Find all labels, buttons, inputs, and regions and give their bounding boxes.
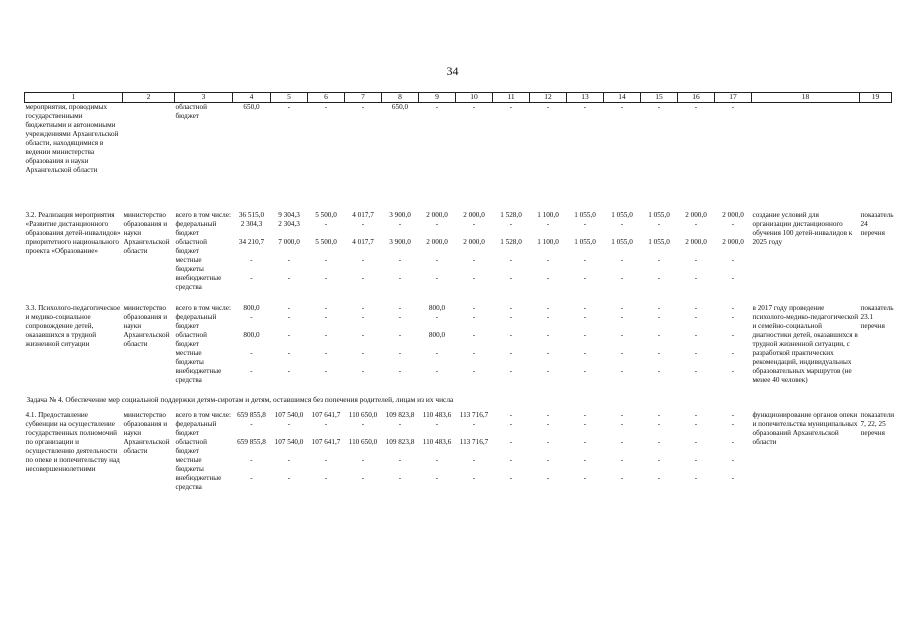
value-cell: -: [435, 474, 439, 482]
value-cell: -: [361, 367, 365, 375]
value-cell: -: [324, 474, 328, 482]
value-cell: 2 000,0: [722, 238, 744, 246]
col-header: 11: [493, 93, 530, 103]
col-header: 15: [641, 93, 678, 103]
value-cell: 107 641,7: [311, 411, 341, 419]
value-cell: -: [583, 313, 587, 321]
value-cell: -: [509, 220, 513, 228]
value-cell: -: [361, 456, 365, 464]
value-cell: -: [509, 456, 513, 464]
value-cell: -: [657, 274, 661, 282]
value-cell: -: [472, 474, 476, 482]
value-cell: -: [435, 220, 439, 228]
value-cell: -: [657, 349, 661, 357]
indicator: [860, 103, 892, 212]
col-header: 14: [604, 93, 641, 103]
value-cell: -: [509, 367, 513, 375]
value-cell: -: [694, 474, 698, 482]
col-header: 8: [382, 93, 419, 103]
executor: [123, 103, 175, 212]
value-cell: -: [694, 304, 698, 312]
value-cell: -: [731, 420, 735, 428]
value-cell: -: [509, 411, 513, 419]
value-cell: 1 055,0: [648, 211, 670, 219]
value-cell: -: [398, 274, 402, 282]
value-cell: -: [583, 456, 587, 464]
funding-source: всего в том числе:: [175, 211, 231, 219]
value-cell: -: [583, 349, 587, 357]
value-cell: -: [287, 304, 291, 312]
value-cell: -: [583, 367, 587, 375]
value-cell: 2 000,0: [685, 238, 707, 246]
value-cell: -: [324, 304, 328, 312]
value-cell: -: [620, 220, 624, 228]
value-cell: 113 716,7: [459, 438, 489, 446]
expected-result: создание условий для организации дистанционного обучения 100 детей-инвалидов к 2025 году: [752, 211, 853, 246]
value-cell: -: [435, 456, 439, 464]
value-cell: -: [398, 220, 402, 228]
funding-source: федеральный бюджет: [175, 420, 217, 437]
value-cell: 110 483,6: [422, 438, 452, 446]
value-cell: -: [731, 438, 735, 446]
value-cell: -: [657, 367, 661, 375]
executor: министерство образования и науки Архангельской области: [123, 211, 170, 255]
value-cell: -: [731, 103, 735, 111]
value-cell: -: [324, 456, 328, 464]
value-cell: -: [398, 331, 402, 339]
value-cell: 113 716,7: [459, 411, 489, 419]
value-cell: -: [250, 420, 253, 428]
value-cell: -: [694, 456, 698, 464]
value-cell: 650,0: [243, 103, 260, 111]
col-header: 9: [419, 93, 456, 103]
measure-name: 4.1. Предоставление субвенции на осуществление государственных полномочий по организации и осуществлению деятельности по опеке и попечительству над несовершеннолетними: [25, 411, 120, 473]
value-cell: -: [361, 220, 365, 228]
value-cell: -: [657, 474, 661, 482]
value-cell: -: [509, 304, 513, 312]
value-cell: 659 855,8: [237, 438, 266, 446]
value-cell: -: [694, 220, 698, 228]
value-cell: -: [361, 274, 365, 282]
value-cell: 3 900,0: [389, 211, 411, 219]
value-cell: 1 100,0: [537, 211, 559, 219]
task-heading: Задача № 4. Обеспечение мер социальной поддержки детям-сиротам и детям, оставшимся без попечения родителей, лицам из их числа: [26, 394, 454, 404]
indicator: показатели 7, 22, 25 перечня: [860, 411, 895, 437]
value-cell: -: [620, 474, 624, 482]
value-cell: -: [620, 349, 624, 357]
executor: министерство образования и науки Архангельской области: [123, 411, 170, 455]
expected-result: функционирование органов опеки и попечительства муниципальных образований Архангельской области: [752, 411, 858, 446]
value-cell: -: [694, 349, 698, 357]
value-cell: -: [435, 367, 439, 375]
funding-source: областной бюджет: [175, 331, 207, 348]
value-cell: 36 515,0: [238, 211, 265, 219]
value-cell: -: [472, 313, 476, 321]
value-cell: -: [472, 256, 476, 264]
value-cell: 107 641,7: [311, 438, 341, 446]
col-header: 2: [123, 93, 175, 103]
col-header: 10: [456, 93, 493, 103]
value-cell: -: [731, 456, 735, 464]
funding-source: внебюджетные средства: [175, 474, 222, 491]
value-cell: -: [546, 304, 550, 312]
value-cell: -: [583, 256, 587, 264]
value-cell: 800,0: [243, 304, 260, 312]
value-cell: -: [694, 331, 698, 339]
indicator: показатель 24 перечня: [860, 211, 894, 237]
value-cell: -: [583, 103, 587, 111]
value-cell: -: [620, 367, 624, 375]
value-cell: -: [324, 331, 328, 339]
value-cell: -: [509, 349, 513, 357]
value-cell: -: [398, 256, 402, 264]
funding-source: федеральный бюджет: [175, 220, 217, 237]
funding-source: всего в том числе:: [175, 411, 231, 419]
value-cell: -: [472, 456, 476, 464]
value-cell: -: [509, 474, 513, 482]
value-cell: -: [472, 367, 476, 375]
value-cell: 659 855,8: [237, 411, 266, 419]
value-cell: -: [583, 331, 587, 339]
value-cell: 109 823,8: [385, 438, 415, 446]
value-cell: -: [398, 456, 402, 464]
value-cell: 109 823,8: [385, 411, 415, 419]
value-cell: -: [657, 411, 661, 419]
value-cell: -: [620, 103, 624, 111]
value-cell: -: [509, 438, 513, 446]
value-cell: -: [324, 313, 328, 321]
value-cell: -: [694, 313, 698, 321]
value-cell: 110 650,0: [348, 411, 378, 419]
value-cell: -: [583, 274, 587, 282]
value-cell: 3 900,0: [389, 238, 411, 246]
header-row: [25, 93, 892, 103]
funding-source: областной бюджет: [175, 438, 207, 455]
indicator: показатель 23.1 перечня: [860, 304, 894, 330]
program-table: [24, 92, 895, 492]
value-cell: -: [324, 420, 328, 428]
table-row: [25, 304, 892, 313]
value-cell: -: [694, 256, 698, 264]
value-cell: -: [620, 256, 624, 264]
col-header: 19: [860, 93, 892, 103]
value-cell: -: [657, 220, 661, 228]
value-cell: -: [472, 220, 476, 228]
value-cell: -: [250, 367, 253, 375]
value-cell: 9 304,3: [278, 211, 300, 219]
value-cell: -: [694, 103, 698, 111]
value-cell: 2 000,0: [426, 211, 448, 219]
value-cell: -: [472, 304, 476, 312]
value-cell: -: [694, 274, 698, 282]
value-cell: -: [324, 274, 328, 282]
col-header: 7: [345, 93, 382, 103]
value-cell: -: [398, 420, 402, 428]
table-row: [25, 411, 892, 420]
col-header: 18: [752, 93, 860, 103]
value-cell: -: [546, 256, 550, 264]
value-cell: -: [361, 313, 365, 321]
value-cell: -: [657, 256, 661, 264]
page-number: 34: [446, 64, 459, 78]
value-cell: 2 304,3: [240, 220, 263, 228]
value-cell: -: [435, 420, 439, 428]
value-cell: 107 540,0: [274, 411, 304, 419]
value-cell: -: [546, 411, 550, 419]
value-cell: 2 000,0: [426, 238, 448, 246]
value-cell: -: [509, 274, 513, 282]
value-cell: 110 483,6: [422, 411, 452, 419]
value-cell: -: [287, 420, 291, 428]
value-cell: -: [731, 220, 735, 228]
expected-result: в 2017 году проведение психолого-медико-педагогической и семейно-социальной диагностики детей, оказавшихся в трудной жизненной ситуации, с разработкой практических рекомендаций, индивидуальных образовательных маршрутов (не менее 40 человек): [752, 304, 859, 384]
value-cell: -: [361, 349, 365, 357]
value-cell: -: [361, 331, 365, 339]
value-cell: 7 000,0: [278, 238, 300, 246]
value-cell: -: [620, 438, 624, 446]
value-cell: 4 017,7: [352, 238, 374, 246]
value-cell: -: [620, 304, 624, 312]
task-heading-row: [25, 385, 892, 411]
value-cell: 1 055,0: [574, 211, 596, 219]
value-cell: 800,0: [428, 304, 446, 312]
value-cell: -: [361, 304, 365, 312]
value-cell: -: [546, 313, 550, 321]
value-cell: -: [657, 456, 661, 464]
value-cell: -: [546, 331, 550, 339]
value-cell: -: [620, 411, 624, 419]
value-cell: 107 540,0: [274, 438, 304, 446]
value-cell: 800,0: [428, 331, 446, 339]
col-header: 3: [175, 93, 233, 103]
value-cell: -: [620, 331, 624, 339]
value-cell: -: [657, 331, 661, 339]
value-cell: 34 210,7: [238, 238, 265, 246]
value-cell: -: [287, 349, 291, 357]
value-cell: 2 000,0: [685, 211, 707, 219]
value-cell: -: [250, 474, 253, 482]
table-row: [25, 211, 892, 220]
value-cell: -: [435, 256, 439, 264]
value-cell: -: [509, 420, 513, 428]
value-cell: 5 500,0: [315, 238, 337, 246]
value-cell: -: [287, 256, 291, 264]
value-cell: -: [731, 331, 735, 339]
value-cell: -: [546, 103, 550, 111]
funding-source: федеральный бюджет: [175, 313, 217, 330]
spacer-row: [25, 292, 892, 304]
value-cell: -: [361, 256, 365, 264]
value-cell: -: [435, 349, 439, 357]
value-cell: -: [361, 420, 365, 428]
value-cell: -: [583, 411, 587, 419]
value-cell: 4 017,7: [352, 211, 374, 219]
value-cell: -: [657, 420, 661, 428]
funding-source: местные бюджеты: [175, 456, 204, 473]
value-cell: -: [287, 331, 291, 339]
value-cell: 2 304,3: [278, 220, 300, 228]
value-cell: -: [472, 274, 476, 282]
value-cell: -: [731, 367, 735, 375]
value-cell: -: [435, 313, 439, 321]
value-cell: 1 100,0: [537, 238, 559, 246]
value-cell: 2 000,0: [463, 238, 485, 246]
value-cell: -: [509, 313, 513, 321]
value-cell: -: [250, 349, 253, 357]
value-cell: -: [435, 103, 439, 111]
funding-source: местные бюджеты: [175, 256, 204, 273]
value-cell: -: [250, 313, 253, 321]
value-cell: -: [731, 274, 735, 282]
col-header: 5: [271, 93, 308, 103]
value-cell: -: [509, 331, 513, 339]
value-cell: -: [620, 420, 624, 428]
value-cell: 1 055,0: [574, 238, 596, 246]
value-cell: -: [324, 367, 328, 375]
value-cell: 2 000,0: [463, 211, 485, 219]
value-cell: 1 528,0: [500, 211, 522, 219]
value-cell: -: [472, 349, 476, 357]
value-cell: 110 650,0: [348, 438, 378, 446]
value-cell: -: [620, 313, 624, 321]
measure-name: 3.2. Реализация мероприятия «Развитие дистанционного образования детей-инвалидов» приоритетного национального проекта «Образование»: [25, 211, 121, 255]
value-cell: -: [731, 304, 735, 312]
value-cell: -: [546, 474, 550, 482]
value-cell: -: [583, 304, 587, 312]
value-cell: 1 055,0: [611, 238, 633, 246]
value-cell: -: [546, 274, 550, 282]
funding-source: всего в том числе:: [175, 304, 231, 312]
value-cell: -: [731, 474, 735, 482]
value-cell: -: [620, 456, 624, 464]
measure-name: 3.3. Психолого-педагогическое и медико-социальное сопровождение детей, оказавшихся в трудной жизненной ситуации: [25, 304, 121, 348]
value-cell: -: [657, 103, 661, 111]
value-cell: -: [472, 103, 476, 111]
value-cell: -: [546, 349, 550, 357]
value-cell: -: [398, 367, 402, 375]
funding-source: областной бюджет: [175, 238, 207, 255]
value-cell: -: [657, 313, 661, 321]
value-cell: 800,0: [243, 331, 260, 339]
value-cell: -: [583, 220, 587, 228]
value-cell: -: [583, 420, 587, 428]
value-cell: -: [731, 411, 735, 419]
value-cell: -: [324, 349, 328, 357]
value-cell: -: [657, 438, 661, 446]
value-cell: -: [287, 274, 291, 282]
value-cell: 1 528,0: [500, 238, 522, 246]
value-cell: 2 000,0: [722, 211, 744, 219]
value-cell: -: [324, 256, 328, 264]
col-header: 4: [233, 93, 271, 103]
col-header: 16: [678, 93, 715, 103]
value-cell: -: [250, 274, 253, 282]
col-header: 12: [530, 93, 567, 103]
value-cell: -: [657, 304, 661, 312]
value-cell: -: [324, 220, 328, 228]
value-cell: -: [361, 103, 365, 111]
value-cell: -: [694, 411, 698, 419]
value-cell: -: [546, 420, 550, 428]
value-cell: -: [583, 474, 587, 482]
value-cell: -: [287, 313, 291, 321]
value-cell: -: [546, 367, 550, 375]
value-cell: 650,0: [391, 103, 409, 111]
value-cell: -: [287, 103, 291, 111]
value-cell: -: [398, 474, 402, 482]
expected-result: [752, 103, 860, 212]
value-cell: -: [731, 313, 735, 321]
value-cell: 1 055,0: [611, 211, 633, 219]
value-cell: -: [361, 474, 365, 482]
value-cell: -: [398, 304, 402, 312]
value-cell: -: [324, 103, 328, 111]
value-cell: -: [287, 474, 291, 482]
table-row: [25, 103, 892, 212]
funding-source: внебюджетные средства: [175, 367, 222, 384]
col-header: 13: [567, 93, 604, 103]
value-cell: -: [620, 274, 624, 282]
value-cell: -: [694, 420, 698, 428]
value-cell: -: [287, 456, 291, 464]
value-cell: 1 055,0: [648, 238, 670, 246]
col-header: 6: [308, 93, 345, 103]
value-cell: -: [398, 349, 402, 357]
value-cell: -: [546, 456, 550, 464]
funding-source: местные бюджеты: [175, 349, 204, 366]
value-cell: -: [731, 349, 735, 357]
value-cell: -: [287, 367, 291, 375]
value-cell: -: [250, 256, 253, 264]
value-cell: 5 500,0: [315, 211, 337, 219]
value-cell: -: [250, 456, 253, 464]
value-cell: -: [509, 103, 513, 111]
executor: министерство образования и науки Архангельской области: [123, 304, 170, 348]
value-cell: -: [435, 274, 439, 282]
value-cell: -: [509, 256, 513, 264]
value-cell: -: [583, 438, 587, 446]
value-cell: -: [472, 420, 476, 428]
value-cell: -: [694, 438, 698, 446]
funding-source: внебюджетные средства: [175, 274, 222, 291]
value-cell: -: [546, 438, 550, 446]
value-cell: -: [694, 367, 698, 375]
value-cell: -: [472, 331, 476, 339]
col-header: 1: [25, 93, 123, 103]
value-cell: -: [546, 220, 550, 228]
col-header: 17: [715, 93, 752, 103]
value-cell: -: [731, 256, 735, 264]
funding-source: областной бюджет: [175, 103, 207, 120]
value-cell: -: [398, 313, 402, 321]
measure-name: мероприятия, проводимых государственными бюджетными и автономными учреждениями Архангельской области, находящимися в ведении министерства образования и науки Архангельской области: [25, 103, 119, 174]
